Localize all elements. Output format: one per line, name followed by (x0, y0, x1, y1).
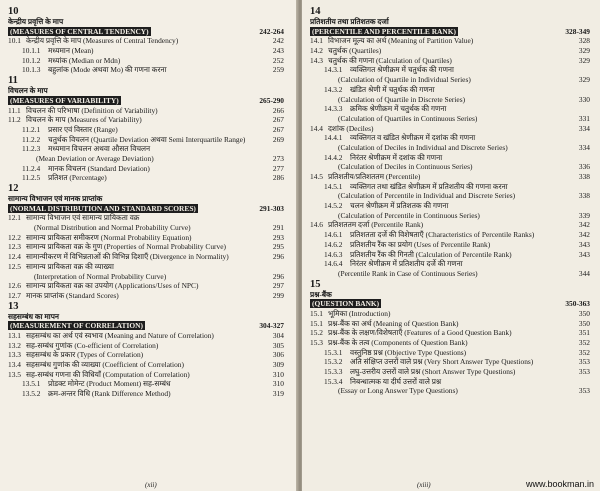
page-number: 273 (272, 153, 284, 163)
entry-number: 14.3.1 (324, 65, 343, 75)
page-number: 343 (578, 249, 590, 259)
page-number: 353 (578, 386, 590, 396)
toc-entry (310, 211, 590, 221)
entry-title: प्रतिशतीय रैंक का प्रयोग (Uses of Percentile Rank) (350, 239, 491, 249)
page-number: 242 (272, 36, 284, 46)
toc-entry (8, 272, 284, 282)
entry-title: प्रतिशतीय/प्रतिशततम (Percentile) (328, 172, 421, 181)
entry-title: (Essay or Long Answer Type Questions) (338, 386, 458, 396)
entry-number: 11.2.3 (22, 144, 41, 154)
entry-title: निरंतर श्रेणीक्रम में प्रतिशतीय दर्जे की गणना (350, 259, 463, 269)
entry-title: भूमिका (Introduction) (328, 308, 391, 318)
entry-title: बहुलांक (Mode अथवा Mo) की गणना करना (48, 65, 167, 75)
entry-number: 15.3.2 (324, 357, 343, 367)
toc-entry (310, 46, 590, 56)
toc-entry (8, 233, 284, 243)
toc-entry (310, 250, 590, 260)
chapter-title (8, 204, 284, 214)
page-number: 329 (578, 75, 590, 85)
entry-title: सहसम्बंध का अर्थ एवं स्वभाव (Meaning and Nature of Correlation) (26, 330, 214, 340)
page-number: 353 (578, 367, 590, 377)
page-number: 351 (578, 328, 590, 338)
toc-entry (8, 213, 284, 223)
entry-number: 15.3.3 (324, 367, 343, 377)
chapter-number: 11 (8, 75, 18, 87)
entry-number: 12.4 (8, 252, 21, 262)
toc-entry (310, 85, 590, 95)
toc-entry (310, 133, 590, 143)
chapter-title (310, 299, 590, 309)
toc-entry (8, 291, 284, 301)
entry-title: व्यक्तिगत तथा खंडित श्रेणीक्रम में प्रतिशतीय की गणना करना (350, 181, 508, 191)
entry-title: प्रतिशततम दर्जा (Percentile Rank) (328, 220, 424, 230)
page-number: 286 (272, 173, 284, 183)
entry-number: 11.2.5 (22, 173, 41, 183)
page-number: 329 (578, 46, 590, 56)
entry-title: मध्यमान विचलन अथवा औसत विचलन (48, 144, 151, 154)
page-folio: (xii) (145, 481, 157, 489)
entry-title: प्रसार एवं विस्तार (Range) (48, 124, 118, 134)
chapter-title (310, 27, 590, 37)
toc-entry (310, 191, 590, 201)
toc-entry (8, 331, 284, 341)
toc-entry (8, 135, 284, 145)
chapter-title-text: प्रश्न-बैंक (310, 289, 332, 299)
page-number: 328 (578, 36, 590, 46)
entry-title: चतुर्थक विचलन (Quartile Deviation अथवा Semi Interquartile Range) (48, 134, 246, 144)
toc-entry (310, 143, 590, 153)
page-number: 309 (272, 360, 284, 369)
toc-entry (8, 164, 284, 174)
toc-entry (310, 65, 590, 75)
entry-number: 11.2.1 (22, 124, 41, 134)
entry-title: दशांक (Deciles) (328, 123, 374, 133)
page-number: 310 (272, 379, 284, 389)
page-number: 352 (578, 347, 590, 357)
toc-entry (310, 124, 590, 134)
page-number: 344 (578, 268, 590, 278)
chapter-title (8, 86, 284, 96)
toc-entry (8, 350, 284, 360)
page-number: 277 (272, 163, 284, 173)
entry-title: प्रश्न-बैंक का अर्थ (Meaning of Question Bank) (328, 318, 459, 328)
chapter-title (310, 17, 590, 27)
chapter-title-text: प्रतिशतीय तथा प्रतिशतक दर्जा (310, 17, 389, 26)
chapter-title (8, 321, 284, 331)
entry-title: वस्तुनिष्ठ प्रश्न (Objective Type Questions) (350, 347, 467, 357)
entry-title: लघु-उत्तरीय उत्तरों वाले प्रश्न (Short Answer Type Questions) (350, 367, 516, 377)
entry-number: 10.1 (8, 36, 21, 46)
entry-number: 10.1.1 (22, 46, 41, 56)
toc-entry (8, 281, 284, 291)
entry-number: 14.5 (310, 172, 323, 181)
table-of-contents-right (310, 6, 590, 396)
entry-number: 14.6 (310, 220, 323, 230)
entry-number: 14.5.2 (324, 201, 343, 211)
toc-entry (310, 75, 590, 85)
entry-number: 14.6.1 (324, 230, 343, 240)
toc-entry (8, 252, 284, 262)
entry-number: 11.2.2 (22, 134, 41, 144)
page-number: 296 (272, 252, 284, 262)
entry-number: 13.2 (8, 340, 21, 350)
entry-title: मध्यांक (Median or Mdn) (48, 55, 121, 65)
table-of-contents-left (8, 6, 284, 399)
entry-title: विचलन के माप (Measures of Variability) (26, 115, 142, 125)
toc-entry (8, 106, 284, 116)
entry-title: अति संक्षिप्त उत्तरों वाले प्रश्न (Very Short Answer Type Questions) (350, 357, 534, 367)
entry-title: (Calculation of Percentile in Continuous Series) (338, 210, 480, 220)
page-number: 297 (272, 281, 284, 291)
page-number: 330 (578, 94, 590, 104)
entry-title: (Calculation of Quartile in Individual Series) (338, 75, 471, 85)
entry-number: 14.4.1 (324, 133, 343, 143)
entry-title: (Calculation of Quartiles in Continuous Series) (338, 113, 478, 123)
entry-number: 15.2 (310, 328, 323, 338)
toc-entry (310, 367, 590, 377)
entry-title: मानक प्राप्तांक (Standard Scores) (26, 290, 119, 300)
entry-title: सामान्य प्रायिकता वक्र के गुण (Properties of Normal Probability Curve) (26, 242, 226, 252)
entry-title: क्रमिक श्रेणीक्रम में चतुर्थक की गणना (350, 104, 447, 114)
page-number: 306 (272, 350, 284, 360)
entry-title: निरंतर श्रेणीक्रम में दशांक की गणना (350, 152, 443, 162)
entry-title: चतुर्थक की गणना (Calculation of Quartiles) (328, 55, 452, 65)
entry-number: 11.2 (8, 115, 21, 125)
toc-entry (8, 262, 284, 272)
page-number: 310 (272, 369, 284, 379)
toc-entry (310, 386, 590, 396)
toc-entry (8, 36, 284, 46)
chapter-title (8, 17, 284, 27)
chapter-title-text: विचलन के माप (8, 86, 48, 96)
toc-entry (310, 182, 590, 192)
page-number: 305 (272, 340, 284, 350)
entry-title: क्रम-अन्तर विधि (Rank Difference Method) (48, 389, 171, 399)
entry-number: 12.7 (8, 290, 21, 300)
entry-number: 12.6 (8, 281, 21, 291)
page-number: 304 (272, 330, 284, 340)
entry-title: (Percentile Rank in Case of Continuous Series) (338, 268, 478, 278)
entry-title: (Mean Deviation or Average Deviation) (36, 153, 154, 163)
chapter-title-text: (NORMAL DISTRIBUTION AND STANDARD SCORES) (10, 203, 196, 213)
entry-number: 11.1 (8, 105, 21, 115)
chapter-title-text: (QUESTION BANK) (312, 299, 380, 309)
toc-entry (310, 162, 590, 172)
page-number: 267 (272, 115, 284, 125)
toc-entry (310, 259, 590, 269)
entry-title: सहसम्बंध के प्रकार (Types of Correlation) (26, 350, 144, 360)
entry-number: 14.3.3 (324, 104, 343, 114)
toc-entry (310, 114, 590, 124)
entry-number: 14.6.4 (324, 259, 343, 269)
website-watermark[interactable]: www.bookman.in (525, 479, 594, 489)
toc-entry (310, 328, 590, 338)
page-number: 291 (272, 223, 284, 233)
entry-title: प्रतिशतीय रैंक की गिनती (Calculation of Percentile Rank) (350, 249, 512, 259)
page-number: 334 (578, 142, 590, 152)
toc-entry (8, 379, 284, 389)
page-number: 304-327 (259, 321, 284, 331)
entry-number: 10.1.3 (22, 65, 41, 75)
toc-entry (310, 153, 590, 163)
page-number: 352 (578, 338, 590, 347)
entry-title: प्रतिशत (Percentage) (48, 173, 107, 183)
entry-number: 13.4 (8, 360, 21, 369)
entry-number: 14.1 (310, 36, 323, 46)
toc-entry (310, 95, 590, 105)
entry-title: मध्यमान (Mean) (48, 46, 94, 56)
entry-number: 12.3 (8, 242, 21, 252)
entry-title: (Calculation of Deciles in Continuous Series) (338, 162, 473, 172)
entry-number: 14.5.1 (324, 181, 343, 191)
entry-number: 13.5.1 (22, 379, 41, 389)
entry-number: 14.3 (310, 55, 323, 65)
entry-title: प्रश्न-बैंक के लक्षण/विशेषताएँ (Features of a Good Question Bank) (328, 328, 512, 338)
toc-entry (310, 348, 590, 358)
chapter-number: 13 (8, 300, 19, 312)
entry-title: सामान्य प्रायिकता समीकरण (Normal Probability Equation) (26, 232, 192, 242)
entry-title: व्यक्तिगत श्रेणीक्रम में चतुर्थक की गणना (350, 65, 454, 75)
entry-title: सामान्य विभाजन एवं सामान्य प्रायिकता वक्र (26, 213, 140, 223)
entry-title: चतुर्थक (Quartiles) (328, 46, 382, 56)
entry-number: 14.6.3 (324, 249, 343, 259)
page-number: 267 (272, 124, 284, 134)
entry-number: 12.1 (8, 213, 21, 223)
toc-entry (310, 357, 590, 367)
page-number: 328-349 (565, 26, 590, 36)
entry-number: 15.1 (310, 308, 323, 318)
entry-title: (Calculation of Deciles in Individual and Discrete Series) (338, 142, 508, 152)
toc-entry (8, 144, 284, 154)
toc-entry (8, 125, 284, 135)
page-number: 266 (272, 105, 284, 115)
toc-entry (8, 115, 284, 125)
entry-title: खंडित श्रेणी में चतुर्थक की गणना (350, 84, 435, 94)
toc-entry (8, 223, 284, 233)
entry-title: प्रश्न-बैंक के तत्व (Components of Question Bank) (328, 338, 468, 347)
entry-number: 14.4 (310, 123, 323, 133)
entry-number: 13.1 (8, 330, 21, 340)
entry-number: 15.3.1 (324, 347, 343, 357)
chapter-title-text: सहसम्बंध का मापन (8, 311, 60, 321)
chapter-title (8, 194, 284, 204)
entry-number: 14.4.2 (324, 152, 343, 162)
page-number: 336 (578, 162, 590, 172)
toc-entry (310, 377, 590, 387)
chapter-title (310, 290, 590, 300)
page-number: 242-264 (259, 26, 284, 36)
chapter-number: 12 (8, 183, 19, 194)
page-number: 343 (578, 239, 590, 249)
page-number: 296 (272, 271, 284, 281)
page-number: 350 (578, 308, 590, 318)
toc-entry (8, 56, 284, 66)
page-number: 295 (272, 242, 284, 252)
toc-entry (310, 319, 590, 329)
entry-title: मानक विचलन (Standard Deviation) (48, 163, 150, 173)
page-number: 334 (578, 123, 590, 133)
entry-number: 13.5.2 (22, 389, 41, 399)
chapter-title-text: केन्द्रीय प्रवृत्ति के माप (8, 17, 64, 26)
toc-entry (310, 36, 590, 46)
page-number: 299 (272, 290, 284, 300)
entry-number: 14.6.2 (324, 239, 343, 249)
toc-entry (310, 230, 590, 240)
entry-title: व्यक्तिगत व खंडित श्रेणीक्रम में दशांक की गणना (350, 133, 476, 143)
toc-entry (8, 46, 284, 56)
page-number: 353 (578, 357, 590, 367)
page-number: 265-290 (259, 95, 284, 105)
entry-title: विभाजन मूल्य का अर्थ (Meaning of Partition Value) (328, 36, 474, 46)
entry-number: 15.3.4 (324, 376, 343, 386)
toc-entry (310, 338, 590, 348)
chapter-title (8, 27, 284, 37)
entry-title: सामान्य प्रायिकता वक्र की व्याख्या (26, 261, 114, 271)
chapter-title-text: (MEASURES OF CENTRAL TENDENCY) (10, 26, 149, 36)
entry-title: (Calculation of Quartile in Discrete Series) (338, 94, 466, 104)
chapter-title-text: सामान्य विभाजन एवं मानक प्राप्तांक (8, 194, 103, 203)
entry-number: 12.2 (8, 232, 21, 242)
entry-number: 15.3 (310, 338, 323, 347)
chapter-title-text: (PERCENTILE AND PERCENTILE RANK) (312, 26, 456, 36)
entry-number: 12.5 (8, 261, 21, 271)
toc-entry (310, 309, 590, 319)
toc-entry (8, 242, 284, 252)
page-number: 243 (272, 46, 284, 56)
entry-number: 15.1 (310, 318, 323, 328)
chapter-number: 15 (310, 278, 321, 290)
toc-entry (8, 389, 284, 399)
entry-title: सहसम्बंध गुणांक की व्याख्या (Coefficient of Correlation) (26, 360, 184, 369)
toc-entry (310, 104, 590, 114)
page-number: 259 (272, 65, 284, 75)
toc-entry (8, 370, 284, 380)
entry-title: विचलन की परिभाषा (Definition of Variability) (26, 105, 158, 115)
entry-title: (Interpretation of Normal Probability Curve) (34, 271, 167, 281)
page-number: 350-363 (565, 299, 590, 309)
entry-title: प्रोडक्ट मोमेन्ट (Product Moment) सह-सम्बंध (48, 379, 171, 389)
chapter-number: 10 (8, 6, 19, 17)
page-number: 291-303 (259, 203, 284, 213)
page-folio: (xiii) (417, 481, 431, 489)
toc-entry (8, 173, 284, 183)
page-number: 338 (578, 191, 590, 201)
entry-title: सह-सम्बंध गणना की विधियाँ (Computation of Correlation) (26, 369, 190, 379)
page-number: 338 (578, 172, 590, 181)
page-number: 269 (272, 134, 284, 144)
toc-entry (310, 269, 590, 279)
page-number: 293 (272, 232, 284, 242)
toc-entry (8, 154, 284, 164)
entry-title: सामान्यीकरण में विभिन्नताओं की विभिन्न दिशाएँ (Divergence in Normality) (26, 252, 229, 262)
page-number: 331 (578, 113, 590, 123)
chapter-title-text: (MEASUREMENT OF CORRELATION) (10, 321, 143, 331)
toc-entry (310, 172, 590, 182)
toc-entry (310, 56, 590, 66)
entry-title: (Calculation of Percentile in Individual and Discrete Series) (338, 191, 516, 201)
toc-entry (310, 220, 590, 230)
toc-entry (8, 341, 284, 351)
chapter-title (8, 312, 284, 322)
entry-number: 13.5 (8, 369, 21, 379)
entry-number: 10.1.2 (22, 55, 41, 65)
right-page (302, 0, 600, 491)
entry-title: प्रतिशतता दर्जे की विशेषताएँ (Characteristics of Percentile Ranks) (350, 230, 535, 240)
toc-entry (8, 360, 284, 370)
entry-title: सामान्य प्रायिकता वक्र का उपयोग (Applications/Uses of NPC) (26, 281, 199, 291)
toc-entry (8, 65, 284, 75)
entry-number: 13.3 (8, 350, 21, 360)
entry-title: केन्द्रीय प्रवृत्ति के माप (Measures of Central Tendency) (26, 36, 179, 46)
page-number: 350 (578, 318, 590, 328)
entry-number: 14.3.2 (324, 84, 343, 94)
entry-title: सह-सम्बंध गुणांक (Co-efficient of Correlation) (26, 340, 159, 350)
page-number: 319 (272, 389, 284, 399)
entry-number: 14.2 (310, 46, 323, 56)
chapter-title (8, 96, 284, 106)
chapter-number: 14 (310, 6, 321, 17)
page-number: 252 (272, 55, 284, 65)
chapter-title-text: (MEASURES OF VARIABILITY) (10, 95, 119, 105)
page-number: 329 (578, 55, 590, 65)
entry-title: चलन श्रेणीक्रम में प्रतिशतक की गणना (350, 201, 449, 211)
page-number: 342 (578, 220, 590, 230)
toc-entry (310, 240, 590, 250)
left-page (0, 0, 298, 491)
page-number: 342 (578, 230, 590, 240)
entry-title: निबन्धात्मक या दीर्घ उत्तरों वाले प्रश्न (350, 376, 442, 386)
page-number: 339 (578, 210, 590, 220)
entry-title: (Normal Distribution and Normal Probability Curve) (34, 223, 191, 233)
toc-entry (310, 201, 590, 211)
entry-number: 11.2.4 (22, 163, 41, 173)
